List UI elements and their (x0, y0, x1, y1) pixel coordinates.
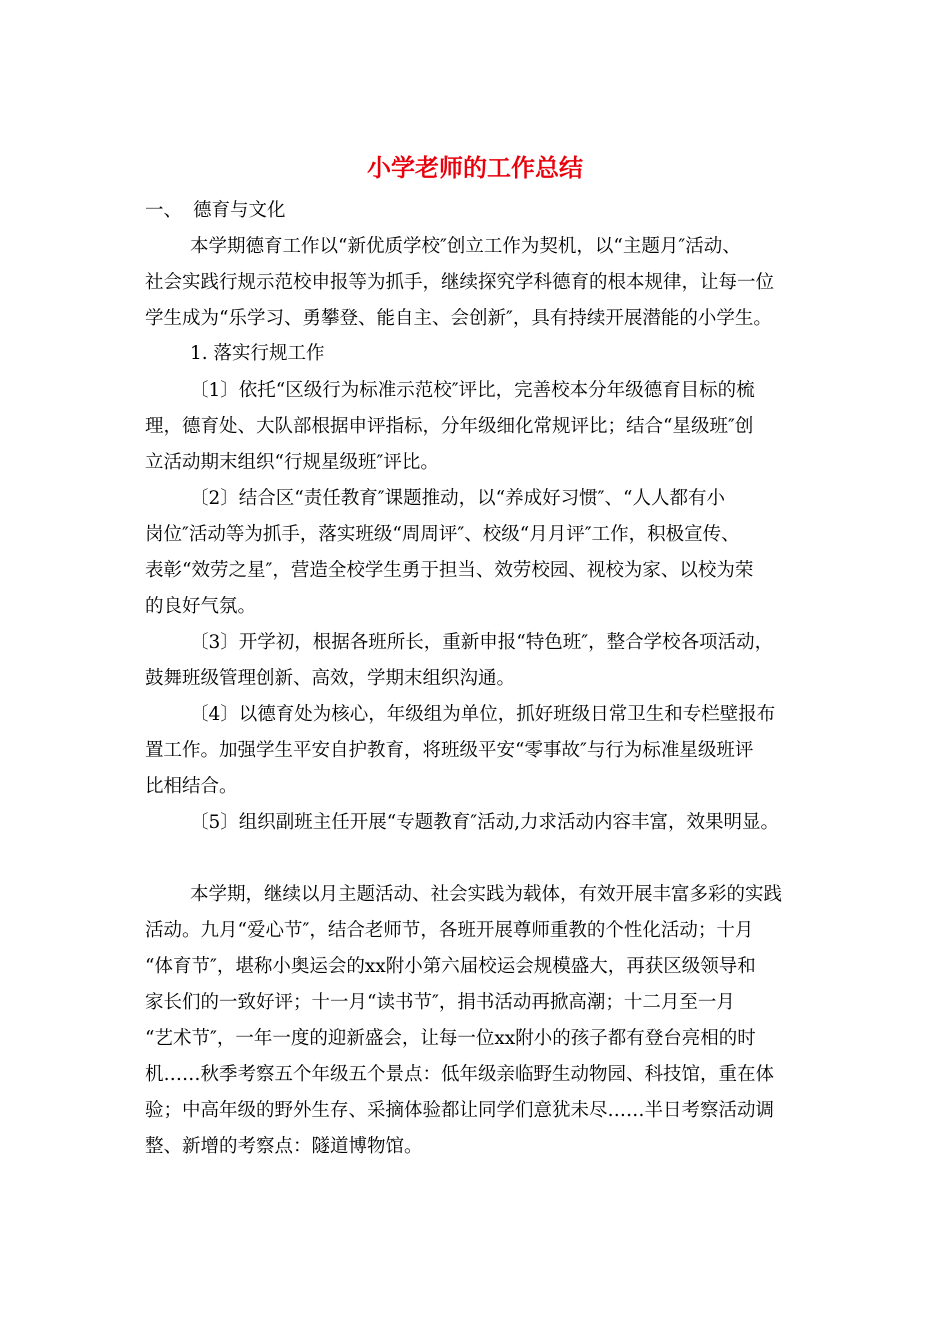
paragraph-line: 立活动期末组织“行规星级班″评比。 (145, 452, 439, 473)
paragraph-line: 本学期德育工作以“新优质学校″创立工作为契机，以“主题月″活动、 (190, 236, 741, 257)
paragraph-line: 〔2〕结合区“责任教育″课题推动，以“养成好习惯″、“人人都有小 (190, 488, 725, 509)
paragraph-line: 比相结合。 (145, 776, 238, 797)
section-heading (145, 199, 286, 223)
paragraph-line: 整、新增的考察点：隧道博物馆。 (145, 1136, 423, 1157)
paragraph-line: 表彰“效劳之星″，营造全校学生勇于担当、效劳校园、视校为家、以校为荣 (145, 560, 754, 581)
paragraph-line: 验；中高年级的野外生存、采摘体验都让同学们意犹未尽……半日考察活动调 (145, 1100, 775, 1121)
paragraph-line: 的良好气氛。 (145, 596, 257, 617)
paragraph-line: 〔3〕开学初，根据各班所长，重新申报“特色班″，整合学校各项活动， (190, 632, 774, 653)
paragraph-line: 社会实践行规示范校申报等为抓手，继续探究学科德育的根本规律，让每一位 (145, 272, 775, 293)
paragraph-line: 家长们的一致好评；十一月“读书节″，捐书活动再掀高潮；十二月至一月 (145, 992, 735, 1013)
paragraph-line: “艺术节″，一年一度的迎新盛会，让每一位xx附小的孩子都有登台亮相的时 (145, 1028, 756, 1049)
section-heading-text: 德育与文化 (193, 200, 286, 221)
paragraph-line: 本学期，继续以月主题活动、社会实践为载体，有效开展丰富多彩的实践 (190, 884, 783, 905)
paragraph-line: “体育节″，堪称小奥运会的xx附小第六届校运会规模盛大，再获区级领导和 (145, 956, 756, 977)
section-number: 一、 (145, 200, 183, 221)
paragraph-line: 置工作。加强学生平安自护教育，将班级平安“零事故″与行为标准星级班评 (145, 740, 754, 761)
paragraph-line: 岗位″活动等为抓手，落实班级“周周评″、校级“月月评″工作，积极宣传、 (145, 524, 740, 545)
paragraph-line: 活动。九月“爱心节″，结合老师节，各班开展尊师重教的个性化活动；十月 (145, 920, 754, 941)
paragraph-line: 学生成为“乐学习、勇攀登、能自主、会创新″，具有持续开展潜能的小学生。 (145, 308, 772, 329)
paragraph-line: 〔4〕以德育处为核心，年级组为单位，抓好班级日常卫生和专栏壁报布 (190, 704, 776, 725)
paragraph-line: 〔5〕组织副班主任开展“专题教育″活动,力求活动内容丰富，效果明显。 (190, 812, 780, 833)
document-title: 小学老师的工作总结 (367, 153, 583, 182)
subheading: 1. 落实行规工作 (190, 343, 325, 364)
paragraph-line: 〔1〕依托“区级行为标准示范校″评比，完善校本分年级德育目标的梳 (190, 380, 755, 401)
paragraph-line: 机……秋季考察五个年级五个景点：低年级亲临野生动物园、科技馆，重在体 (145, 1064, 775, 1085)
paragraph-line: 鼓舞班级管理创新、高效，学期末组织沟通。 (145, 668, 516, 689)
paragraph-line: 理，德育处、大队部根据申评指标，分年级细化常规评比；结合“星级班″创 (145, 416, 754, 437)
